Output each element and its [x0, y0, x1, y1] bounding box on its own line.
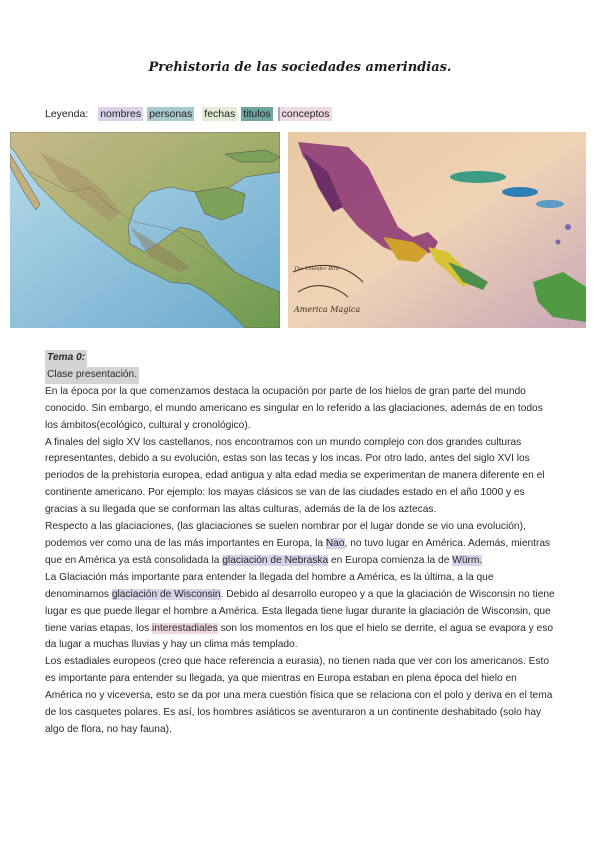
highlight-nao: Nao — [325, 537, 345, 549]
legend-conceptos: conceptos — [278, 107, 332, 121]
legend-label: Leyenda: — [45, 108, 89, 120]
section-heading: Tema 0: — [45, 350, 87, 367]
section-subheading: Clase presentación. — [45, 367, 139, 384]
highlight-nebraska: glaciación de Nebraska — [222, 554, 329, 566]
paragraph-1: En la época por la que comenzamos destaca la ocupación por parte de los hielos de gran parte del mundo conocido. Sin embargo, el mundo americano es singular en lo referido a las glaciaciones, además de en todos los ámbitos(ecológico, cultural y cronológico). — [45, 385, 543, 431]
legend-titulos: titulos — [243, 108, 271, 120]
page-title: Prehistoria de las sociedades amerindias. — [148, 60, 452, 75]
highlight-wisconsin: glaciación de Wisconsin — [111, 588, 221, 600]
map2-caption2: The Thunder Bird — [294, 266, 340, 272]
document-body — [45, 350, 555, 739]
highlight-interestadiales: interestadiales — [152, 622, 218, 634]
map2-caption: America Magica — [294, 305, 361, 314]
legend-personas: personas — [149, 108, 193, 120]
legend — [45, 107, 332, 121]
legend-nombres: nombres — [100, 108, 142, 120]
legend-fechas: fechas — [204, 108, 236, 120]
paragraph-3: Respecto a las glaciaciones, (las glaciaciones se suelen nombrar por el lugar donde se vio una evolución), podemos ver como una de las más importantes en Europa, la Nao, no tuvo lugar en América. Además, mientras que en América ya está consolidada la glaciación de Nebraska en Europa comienza la de Würm. — [45, 521, 551, 566]
paragraph-5: Los estadiales europeos (creo que hace referencia a eurasia), no tienen nada que ver con los americanos. Esto es importante para entender su llegada, ya que mientras en Europa estaban en plena época del hielo en América no y viceversa, esto se da por una mera cuestión física que se relaciona con el polo y deriva en el tema de los casquetes polares. Es así, los hombres asiáticos se aventuraron a un continente deshabitado (solo hay algo de flora, no hay fauna). — [45, 656, 553, 735]
paragraph-2: A finales del siglo XV los castellanos, nos encontramos con un mundo complejo con dos grandes culturas representantes, debido a su evolución, estas son las tecas y los incas. Por otro lado, antes del siglo XVI los periodos de la prehistoria europea, edad antigua y alta edad media se experimentan de manera diferente en el continente americano. Por ejemplo: los mayas clásicos se van de las ciudades estado en el año 1000 y es gracias a su llegada que se conforman las altas culturas, además de la de los aztecas. — [45, 436, 545, 516]
mesoamerica-relief-map — [10, 132, 280, 328]
paragraph-4: La Glaciación más importante para entender la llegada del hombre a América, es la última, a la que denominamos glaciación de Wisconsin. Debido al desarrollo europeo y a que la glaciación de Wisconsin no tiene lugar es que puede llegar el hombre a América. Esta llegada tiene lugar durante la glaciación de Wisconsin, que tiene varias etapas, los interestadiales son los momentos en los que el hielo se derrite, el agua se evapora y eso da lugar a muchas lluvias y hay un clima más templado. — [45, 571, 555, 651]
america-magica-map — [288, 132, 586, 328]
highlight-wurm: Würm. — [452, 554, 483, 566]
